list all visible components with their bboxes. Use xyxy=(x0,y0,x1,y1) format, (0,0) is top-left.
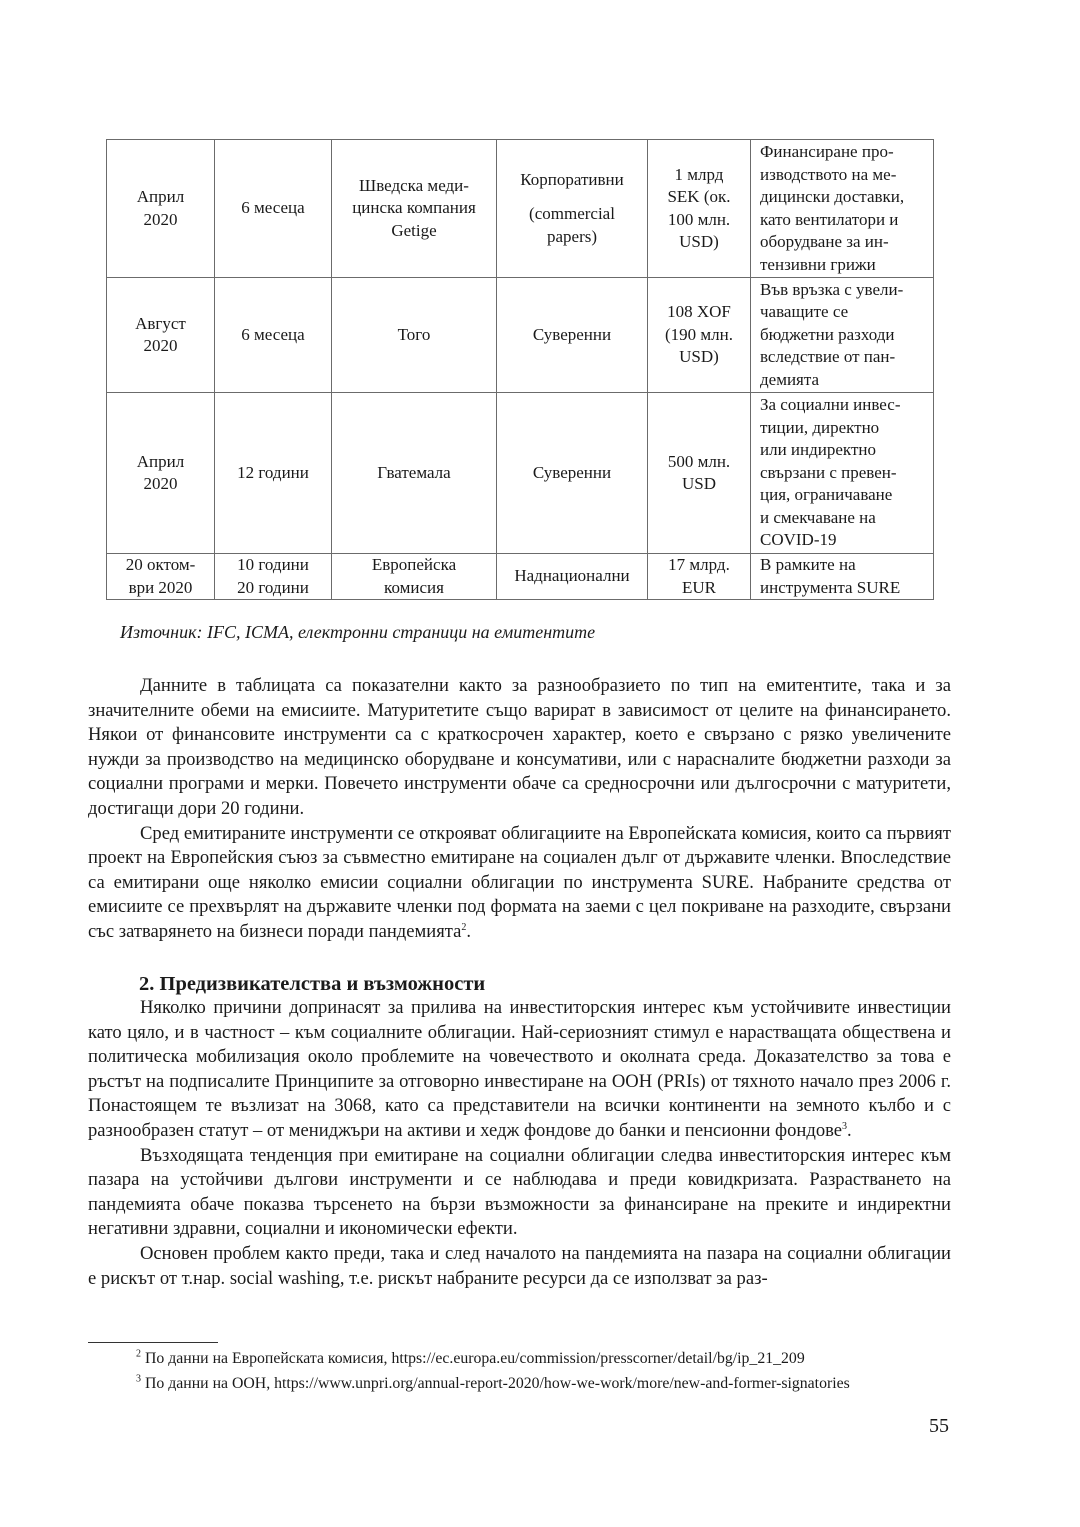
cell-text: тензивни грижи xyxy=(760,254,876,274)
cell-text: (190 млн. xyxy=(665,324,733,344)
footnote-divider xyxy=(88,1342,218,1343)
cell-text: 10 години xyxy=(237,555,309,574)
cell-text: В рамките на xyxy=(760,555,856,574)
table-row xyxy=(107,554,934,600)
cell-issuer xyxy=(332,278,497,393)
paragraph-text: Възходящата тенденция при емитиране на социални облигации следва инвеститорския интерес към пазара на устойчиви дългови инструменти и се наблюдава и преди ковидкризата. Разрастването на пандемията обаче показва търсенето на бързи възможности за финансиране на преките и индиректни негативни здравни, социални и икономически ефекти. xyxy=(88,1144,951,1240)
cell-maturity xyxy=(215,140,332,278)
cell-type xyxy=(497,554,648,600)
cell-text: или индиректно xyxy=(760,440,876,460)
cell-text: 6 месеца xyxy=(241,324,305,344)
cell-text: EUR xyxy=(682,577,716,597)
cell-text: 6 месеца xyxy=(241,198,305,218)
cell-text: Април xyxy=(136,187,185,206)
cell-text: За социални инвес- xyxy=(760,395,901,415)
cell-amount xyxy=(648,140,751,278)
cell-text: демията xyxy=(760,369,820,389)
cell-text: Корпоративни xyxy=(520,169,624,189)
cell-text: USD) xyxy=(679,232,719,251)
cell-text: 17 млрд. xyxy=(668,555,730,574)
cell-issuer xyxy=(332,393,497,554)
paragraph xyxy=(88,1144,951,1242)
cell-amount xyxy=(648,554,751,600)
cell-text: Финансиране про- xyxy=(760,142,894,161)
cell-issuer xyxy=(332,554,497,600)
cell-type xyxy=(497,278,648,393)
cell-maturity xyxy=(215,278,332,393)
footnote-text: По данни на ООН, https://www.unpri.org/annual-report-2020/how-we-work/more/new-and-former-signatories xyxy=(141,1375,850,1392)
cell-text: оборудване за ин- xyxy=(760,232,889,251)
cell-text: 2020 xyxy=(143,209,178,229)
body-section-1 xyxy=(88,674,951,945)
footnote-text: По данни на Европейската комисия, https://ec.europa.eu/commission/presscorner/detail/bg/ip_21_209 xyxy=(141,1350,805,1367)
cell-date xyxy=(107,278,215,393)
table-row xyxy=(107,140,934,278)
paragraph xyxy=(88,1242,951,1291)
footnote-number: 3 xyxy=(136,1373,141,1385)
section-heading: 2. Предизвикателства и възможности xyxy=(139,973,486,995)
cell-purpose xyxy=(751,140,934,278)
table-row xyxy=(107,393,934,554)
cell-text: тиции, директно xyxy=(760,417,880,437)
paragraph-text: Няколко причини допринасят за прилива на инвеститорския интерес към устойчивите инвестиции като цяло, и в частност – към социалните облигации. Най-сериозният стимул е нарастващата обществена и политическа мобилизация около проблемите на човечеството и околната среда. Доказателство за това е ръстът на подписалите Принципите за отговорно инвестиране на ООН (PRIs) от тяхното начало през 2006 г. Понастоящем те възлизат на 3068, като са представители на всички континенти на земното кълбо и с разнообразен статут – от мениджъри на активи и хедж фондове до банки и пенсионни фондове xyxy=(88,997,951,1141)
cell-issuer xyxy=(332,140,497,278)
paragraph-text: Сред емитираните инструменти се открояват облигациите на Европейската комисия, които са първият проект на Европейския съюз за съвместно емитиране на социален дълг от държавите членки. Впоследствие са емитирани още няколко емисии социални облигации по инструмента SURE. Набраните средства от емисиите се прехвърлят на държавите членки под формата на заеми с цел покриване на разходите, свързани със затварянето на бизнеси поради пандемията xyxy=(88,822,951,942)
cell-maturity xyxy=(215,393,332,554)
cell-text: 100 млн. xyxy=(667,209,731,229)
cell-text: 2020 xyxy=(143,474,178,493)
paragraph xyxy=(88,674,951,822)
cell-text: комисия xyxy=(384,577,444,597)
cell-purpose xyxy=(751,554,934,600)
cell-gap xyxy=(501,191,643,203)
cell-date xyxy=(107,140,215,278)
cell-text: USD) xyxy=(679,347,719,367)
footnote-ref[interactable]: 2 xyxy=(461,921,467,933)
cell-date xyxy=(107,554,215,600)
cell-text: като вентилатори и xyxy=(760,209,899,229)
paragraph-end: . xyxy=(847,1119,852,1141)
cell-text: 20 октом- xyxy=(125,555,196,574)
cell-text: 500 млн. xyxy=(667,451,731,471)
footnote xyxy=(136,1375,850,1393)
cell-text: цинска компания xyxy=(352,198,476,218)
cell-amount xyxy=(648,278,751,393)
cell-text: 108 XOF xyxy=(667,302,731,322)
cell-text: вследствие от пан- xyxy=(760,347,896,367)
cell-text: инструмента SURE xyxy=(760,577,901,597)
cell-text: (commercial xyxy=(529,204,615,224)
cell-text: изводството на ме- xyxy=(760,164,897,184)
cell-amount xyxy=(648,393,751,554)
paragraph xyxy=(88,996,951,1144)
cell-text: SEK (ок. xyxy=(667,187,731,206)
paragraph-text: Основен проблем както преди, така и след началото на пандемията на пазара на социални облигации е рискът от т.нар. social washing, т.е. рискът набраните ресурси да се използват за раз- xyxy=(88,1242,951,1289)
cell-purpose xyxy=(751,393,934,554)
cell-text: Април xyxy=(136,451,185,471)
footnote-ref[interactable]: 3 xyxy=(842,1120,848,1132)
cell-text: Гватемала xyxy=(377,462,451,482)
footnote xyxy=(136,1350,805,1368)
cell-maturity xyxy=(215,554,332,600)
cell-text: свързани с превен- xyxy=(760,462,897,482)
body-section-2 xyxy=(88,996,951,1291)
cell-text: Суверенни xyxy=(532,324,612,344)
footnote-number: 2 xyxy=(136,1348,141,1360)
cell-text: Наднационални xyxy=(514,566,630,586)
cell-text: Европейска xyxy=(371,555,457,574)
cell-text: дицински доставки, xyxy=(760,187,905,206)
cell-text: 1 млрд xyxy=(674,164,724,184)
table-row xyxy=(107,278,934,393)
cell-text: ция, ограничаване xyxy=(760,485,893,505)
cell-type xyxy=(497,140,648,278)
cell-date xyxy=(107,393,215,554)
cell-text: 20 години xyxy=(237,577,309,597)
cell-type xyxy=(497,393,648,554)
paragraph-text: Данните в таблицата са показателни както за разнообразието по тип на емитентите, така и за значителните обеми на емисиите. Матуритетите също варират в зависимост от целите на финансирането. Някои от финансовите инструменти са с краткосрочен характер, което е свързано с рязко увеличените нужди за производство на медицинско оборудване и консумативи, или с нарасналите бюджетни разходи за социални програми и мерки. Повечето инструменти обаче са средносрочни или дългосрочни с матуритети, достигащи дори 20 години. xyxy=(88,675,951,819)
cell-text: Getige xyxy=(391,220,437,240)
cell-text: 2020 xyxy=(143,336,178,355)
cell-text: Того xyxy=(397,324,431,344)
page-number: 55 xyxy=(929,1415,949,1437)
paragraph xyxy=(88,822,951,945)
cell-text: Август xyxy=(135,313,186,333)
cell-text: Шведска меди- xyxy=(359,175,469,195)
social-bonds-table xyxy=(106,139,934,600)
table-source-caption: Източник: IFC, ICMA, електронни страници на емитентите xyxy=(120,622,596,642)
cell-text: Във връзка с увели- xyxy=(760,279,904,299)
cell-text: papers) xyxy=(546,226,598,246)
cell-text: USD xyxy=(681,474,716,493)
cell-text: ври 2020 xyxy=(128,577,193,597)
cell-text: бюджетни разходи xyxy=(760,324,895,344)
cell-text: COVID-19 xyxy=(760,530,837,550)
cell-text: 12 години xyxy=(237,462,309,482)
cell-purpose xyxy=(751,278,934,393)
cell-text: чаващите се xyxy=(760,302,849,322)
cell-text: и смекчаване на xyxy=(760,507,876,527)
paragraph-end: . xyxy=(466,920,472,942)
cell-text: Суверенни xyxy=(532,462,612,482)
